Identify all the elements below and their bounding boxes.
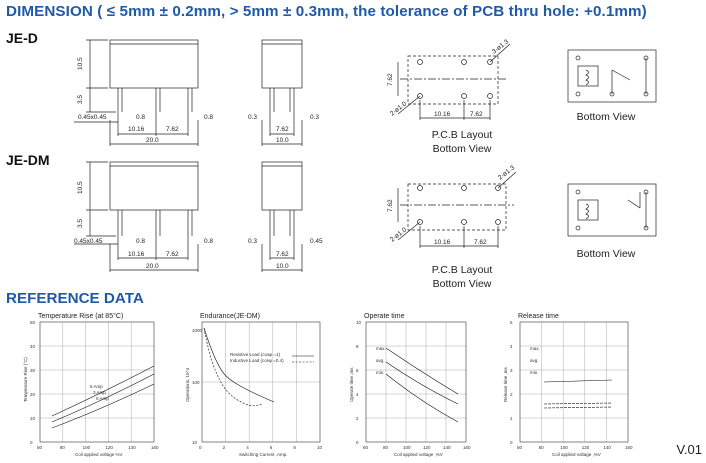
series-label: min.: [530, 370, 539, 375]
x-tick-label: 60: [37, 445, 43, 450]
y-tick-label: 10: [192, 440, 198, 445]
y-tick-label: 4: [356, 392, 359, 397]
chart-title: Operate time: [364, 313, 405, 320]
x-tick-label: 140: [128, 445, 136, 450]
x-tick-label: 80: [59, 445, 65, 450]
reference-charts: [23, 312, 633, 457]
x-tick-label: 10: [317, 445, 323, 450]
dim-p1016: 10.16: [128, 126, 145, 133]
dim-side03a: 0.3: [248, 114, 258, 121]
chart-title: Release time: [518, 313, 559, 320]
y-tick-label: 1: [510, 416, 513, 421]
series-label: Inductive Load (cosφ =0.4): [230, 358, 284, 363]
y-axis-label: Operations, 10^4: [185, 367, 190, 402]
dimension-header: DIMENSION ( ≤ 5mm ± 0.2mm, > 5mm ± 0.3mm, the tolerance of PCB thru hole: +0.1mm): [6, 3, 647, 20]
chart-frame: [520, 322, 628, 442]
pcb-hole-je-d: 3-ø1.3: [490, 38, 511, 56]
reference-data-title: REFERENCE DATA: [6, 290, 144, 307]
series-label: 3 Amp: [93, 390, 106, 395]
dim-len: 20.0: [146, 137, 159, 144]
y-tick-label: 4: [510, 344, 513, 349]
dim-height-2: 10.5: [77, 181, 84, 194]
chart-2: [185, 313, 323, 457]
dim-p1016-2: 10.16: [128, 251, 145, 258]
je-d-pcb-layout: [398, 44, 510, 120]
dim-width-2: 10.0: [276, 263, 289, 270]
y-axis-label: Temperature Rise (°C): [23, 357, 28, 402]
y-tick-label: 50: [30, 320, 36, 325]
x-tick-label: 80: [383, 445, 389, 450]
series-label: avg.: [376, 358, 385, 363]
dim-width: 10.0: [276, 137, 289, 144]
dim-len-2: 20.0: [146, 263, 159, 270]
pcb-dim-1016: 10.16: [434, 111, 451, 118]
bottom-view-caption-2: Bottom View: [576, 248, 636, 260]
pcb-dim-1016-2: 10.16: [434, 239, 451, 246]
version-label: V.01: [676, 442, 702, 457]
y-tick-label: 2: [510, 392, 513, 397]
pcb-dim-762b: 7.62: [470, 111, 483, 118]
y-tick-label: 30: [30, 368, 36, 373]
x-tick-label: 8: [293, 445, 296, 450]
y-tick-label: 3: [510, 368, 513, 373]
x-tick-label: 140: [603, 445, 611, 450]
chart-title: Endurance(JE-DM): [200, 313, 260, 320]
x-tick-label: 120: [105, 445, 113, 450]
x-tick-label: 160: [625, 445, 633, 450]
bottom-view-caption-1: Bottom View: [576, 111, 636, 123]
chart-frame: [366, 322, 466, 442]
chart-4: [503, 313, 633, 457]
series-line: [386, 374, 458, 422]
x-tick-label: 140: [443, 445, 451, 450]
dim-p08-2: 0.8: [136, 238, 146, 245]
x-axis-label: Coil applied voltage ,%V: [552, 452, 601, 457]
y-tick-label: 10: [356, 320, 362, 325]
je-dm-bottom-view: [568, 184, 656, 236]
series-line: [204, 328, 262, 406]
y-tick-label: 0: [510, 440, 513, 445]
series-line: [204, 328, 274, 402]
series-line: [544, 407, 612, 408]
dim-p762: 7.62: [166, 126, 179, 133]
dim-height: 10.5: [77, 57, 84, 70]
x-tick-label: 2: [222, 445, 226, 450]
x-tick-label: 100: [82, 445, 91, 450]
dim-p762-2: 7.62: [166, 251, 179, 258]
pcb-dim-762b-2: 7.62: [474, 239, 487, 246]
dim-p08b: 0.8: [204, 114, 214, 121]
series-label: max.: [530, 346, 540, 351]
y-tick-label: 5: [510, 320, 513, 325]
series-label: max.: [376, 346, 386, 351]
x-axis-label: Switching Current ,Amp.: [239, 452, 288, 457]
dim-side762: 7.62: [276, 126, 289, 133]
dim-pin: 3.5: [77, 94, 84, 104]
x-tick-label: 100: [403, 445, 411, 450]
series-label: avg.: [530, 358, 539, 363]
series-line: [544, 380, 612, 382]
x-tick-label: 160: [151, 445, 159, 450]
pcb-hole-small-1: 2-ø1.0: [388, 100, 409, 118]
x-tick-label: 6: [269, 445, 273, 450]
chart-frame: [40, 322, 154, 442]
x-tick-label: 80: [538, 445, 544, 450]
dim-pin-size: 0.45x0.45: [78, 114, 107, 121]
y-axis-label: Release time ,ms: [503, 367, 508, 402]
series-label: Resistive Load (cosφ =1): [230, 352, 281, 357]
dim-side762-2: 7.62: [276, 251, 289, 258]
dim-pin-size-2: 0.45x0.45: [74, 238, 103, 245]
series-label: min.: [376, 370, 385, 375]
pcb-hole-small-2: 2-ø1.0: [388, 226, 409, 244]
pcb-layout-caption-1: P.C.B Layout Bottom View: [431, 129, 493, 155]
pcb-hole-je-dm: 2-ø1.3: [496, 164, 517, 182]
dim-p08: 0.8: [136, 114, 146, 121]
pcb-layout-caption-2: P.C.B Layout Bottom View: [431, 264, 493, 290]
x-tick-label: 60: [363, 445, 369, 450]
x-tick-label: 4: [246, 445, 249, 450]
je-dm-pcb-layout: [398, 172, 516, 248]
x-axis-label: Coil applied voltage %V: [75, 452, 123, 457]
y-axis-label: Operate time ,ms: [349, 367, 354, 402]
series-line: [386, 348, 458, 394]
je-d-bottom-view: [568, 50, 656, 102]
chart-1: [23, 312, 159, 457]
model-je-d-label: JE-D: [6, 30, 38, 46]
dim-side03-2: 0.3: [248, 238, 258, 245]
x-tick-label: 160: [463, 445, 471, 450]
dim-pin-2: 3.5: [77, 218, 84, 228]
y-tick-label: 0: [356, 440, 359, 445]
y-tick-label: 100: [192, 380, 200, 385]
series-line: [386, 362, 458, 404]
x-axis-label: Coil applied voltage ,%V: [394, 452, 443, 457]
dim-p08b-2: 0.8: [204, 238, 214, 245]
series-line: [544, 403, 612, 404]
dim-side045-2: 0.45: [310, 238, 323, 245]
y-tick-label: 0: [30, 440, 33, 445]
pcb-dim-762: 7.62: [387, 73, 394, 86]
x-tick-label: 60: [517, 445, 523, 450]
x-tick-label: 120: [423, 445, 431, 450]
y-tick-label: 10: [30, 416, 36, 421]
pcb-dim-762-2: 7.62: [387, 199, 394, 212]
x-tick-label: 0: [199, 445, 202, 450]
x-tick-label: 100: [560, 445, 568, 450]
model-je-dm-label: JE-DM: [6, 152, 50, 168]
y-tick-label: 40: [30, 344, 36, 349]
dim-side03b: 0.3: [310, 114, 320, 121]
x-tick-label: 120: [581, 445, 590, 450]
series-label: 5 Amp: [90, 384, 103, 389]
y-tick-label: 1000: [192, 328, 203, 333]
y-tick-label: 6: [356, 368, 359, 373]
y-tick-label: 20: [30, 392, 36, 397]
y-tick-label: 8: [356, 344, 359, 349]
chart-3: [349, 313, 471, 457]
chart-title: Temperature Rise (at 85°C): [38, 313, 124, 320]
series-label: 0 Amp: [96, 396, 109, 401]
y-tick-label: 2: [356, 416, 359, 421]
